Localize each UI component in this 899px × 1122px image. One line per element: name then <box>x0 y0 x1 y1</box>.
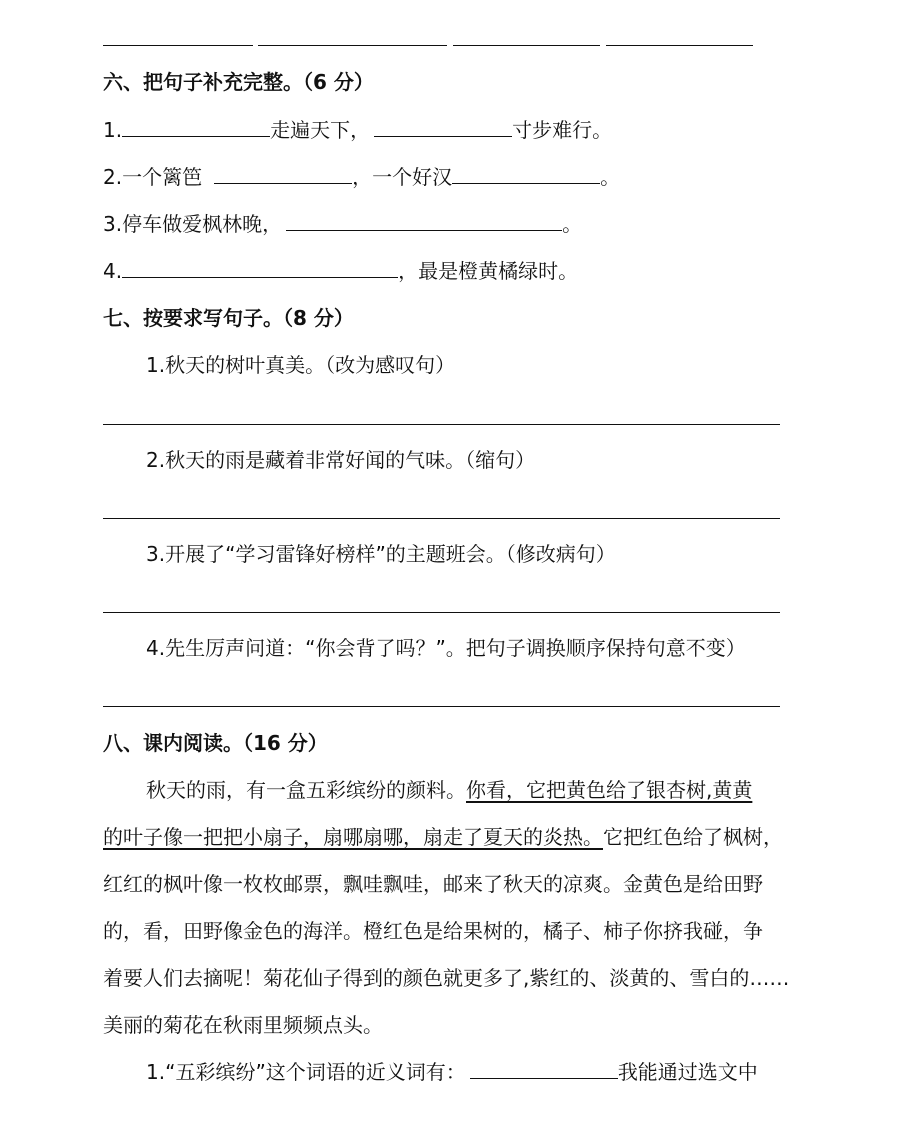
question-6-1 <box>103 116 612 144</box>
question-text: ，最是橙黄橘绿时。 <box>398 259 579 283</box>
answer-line-top-1[interactable] <box>103 45 253 46</box>
question-number: 1. <box>103 118 123 142</box>
passage-line-6: 美丽的菊花在秋雨里频频点头。 <box>103 1013 383 1037</box>
answer-line-7-2[interactable] <box>103 518 780 519</box>
question-text: 寸步难行。 <box>512 118 613 142</box>
passage-line-2 <box>103 823 783 851</box>
question-7-3: 3.开展了“学习雷锋好榜样”的主题班会。（修改病句） <box>146 542 616 566</box>
question-text: 。 <box>600 165 621 189</box>
answer-line-7-4[interactable] <box>103 706 780 707</box>
question-7-1: 1.秋天的树叶真美。（改为感叹句） <box>146 353 456 377</box>
answer-line-top-4[interactable] <box>606 45 753 46</box>
question-text: ，一个好汉 <box>352 165 453 189</box>
passage-line-5: 着要人们去摘呢！菊花仙子得到的颜色就更多了,紫红的、淡黄的、雪白的…… <box>103 966 790 990</box>
section-7-heading: 七、按要求写句子。（8 分） <box>103 306 354 330</box>
answer-blank[interactable] <box>214 163 352 184</box>
answer-blank[interactable] <box>452 163 600 184</box>
question-text: 走遍天下， <box>270 118 371 142</box>
question-text: 。 <box>562 212 583 236</box>
question-7-2: 2.秋天的雨是藏着非常好闻的气味。（缩句） <box>146 448 536 472</box>
question-text: 1.“五彩缤纷”这个词语的近义词有： <box>146 1060 466 1084</box>
passage-line-4: 的，看，田野像金色的海洋。橙红色是给果树的，橘子、柿子你挤我碰，争 <box>103 919 763 943</box>
passage-underlined-text: 的叶子像一把把小扇子，扇哪扇哪，扇走了夏天的炎热。 <box>103 825 603 849</box>
passage-text: 它把红色给了枫树， <box>603 825 783 849</box>
answer-blank[interactable] <box>374 116 512 137</box>
passage-underlined-text: 你看，它把黄色给了银杏树,黄黄 <box>466 778 753 802</box>
answer-line-7-3[interactable] <box>103 612 780 613</box>
answer-line-7-1[interactable] <box>103 424 780 425</box>
passage-line-1 <box>146 776 752 804</box>
section-6-heading: 六、把句子补充完整。（6 分） <box>103 70 374 94</box>
question-text: 2.一个篱笆 <box>103 165 203 189</box>
question-text: 我能通过选文中 <box>617 1060 758 1084</box>
question-6-2 <box>103 163 620 191</box>
question-number: 4. <box>103 259 123 283</box>
answer-blank[interactable] <box>122 116 270 137</box>
answer-blank[interactable] <box>470 1058 618 1079</box>
answer-line-top-2[interactable] <box>258 45 447 46</box>
question-8-1 <box>146 1058 758 1086</box>
question-6-4 <box>103 257 578 285</box>
answer-line-top-3[interactable] <box>453 45 600 46</box>
section-8-heading: 八、课内阅读。（16 分） <box>103 731 328 755</box>
question-text: 3.停车做爱枫林晚， <box>103 212 283 236</box>
answer-blank[interactable] <box>286 210 562 231</box>
question-6-3 <box>103 210 582 238</box>
passage-line-3: 红红的枫叶像一枚枚邮票，飘哇飘哇，邮来了秋天的凉爽。金黄色是给田野 <box>103 872 763 896</box>
question-7-4: 4.先生厉声问道：“你会背了吗？”。把句子调换顺序保持句意不变） <box>146 636 746 660</box>
passage-text: 秋天的雨，有一盒五彩缤纷的颜料。 <box>146 778 466 802</box>
answer-blank[interactable] <box>122 257 398 278</box>
